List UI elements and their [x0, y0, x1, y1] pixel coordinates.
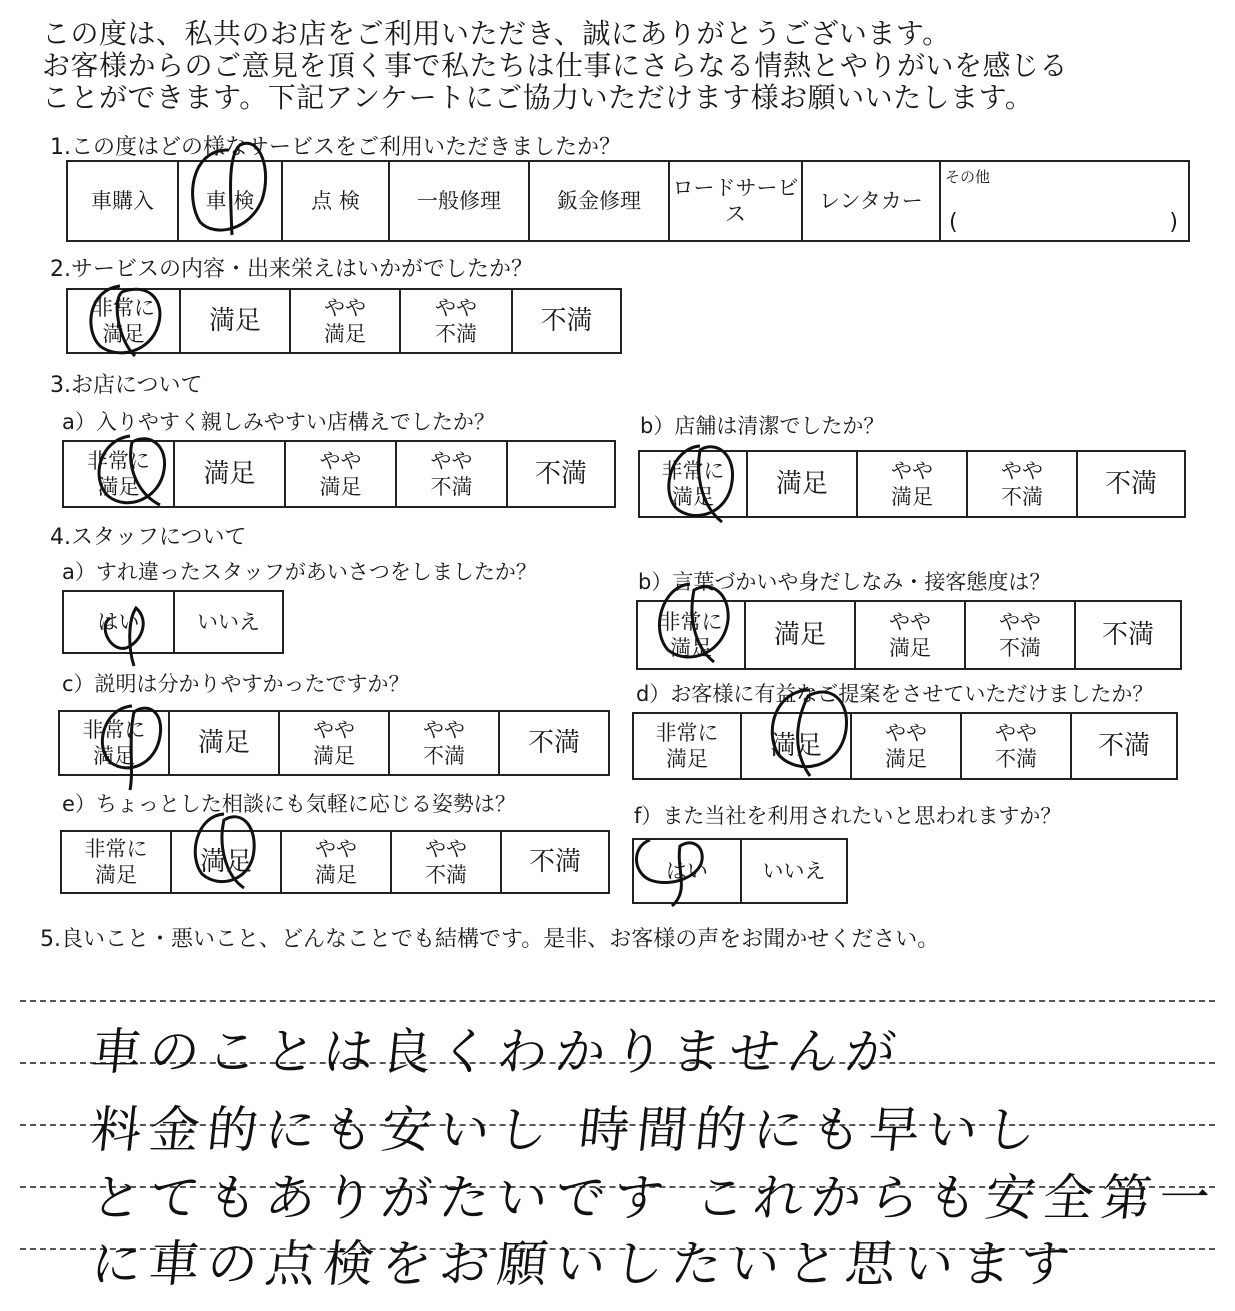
q4d-title: d）お客様に有益なご提案をさせていただけましたか？: [636, 682, 1154, 706]
q4a-option-yes[interactable]: はい: [64, 592, 175, 652]
q4b-option-somewhat-dissatisfied[interactable]: やや 不満: [966, 602, 1076, 668]
q4f-option-yes[interactable]: はい: [634, 840, 742, 902]
q4f-option-no[interactable]: いいえ: [762, 859, 826, 883]
q1-option-rental-car[interactable]: レンタカー: [803, 162, 941, 240]
q4e-options-table: [60, 830, 610, 894]
q4b-option-dissatisfied[interactable]: 不満: [1101, 620, 1154, 650]
q3a-option-dissatisfied[interactable]: 不満: [534, 459, 587, 489]
q3a-option-very-satisfied[interactable]: 非常に 満足: [64, 442, 175, 506]
intro-text: [42, 18, 1222, 114]
q2-option-somewhat-dissatisfied[interactable]: やや 不満: [401, 290, 513, 352]
q3b-option-satisfied[interactable]: 満足: [748, 452, 858, 516]
q3a-title: a）入りやすく親しみやすい店構えでしたか？: [62, 410, 495, 434]
q4b-option-satisfied[interactable]: 満足: [746, 602, 856, 668]
q3b-title: b）店舗は清潔でしたか？: [640, 414, 885, 438]
q4c-option-very-satisfied[interactable]: 非常に 満足: [60, 712, 170, 774]
q3a-options-table: [62, 440, 616, 508]
q1-option-inspection[interactable]: 点 検: [283, 162, 390, 240]
q3b-option-somewhat-satisfied[interactable]: やや 満足: [858, 452, 968, 516]
intro-line-2: お客様からのご意見を頂く事で私たちは仕事にさらなる情熱とやりがいを感じる: [42, 49, 1069, 82]
q4d-option-somewhat-dissatisfied[interactable]: やや 不満: [962, 714, 1072, 778]
q1-option-shaken[interactable]: 車 検: [179, 162, 283, 240]
q3a-option-satisfied[interactable]: 満足: [175, 442, 286, 506]
handwritten-line-1: 車のことは良くわかりませんが: [88, 1023, 907, 1081]
q1-options-table: [66, 160, 1190, 242]
q4c-option-somewhat-satisfied[interactable]: やや 満足: [280, 712, 390, 774]
q1-option-body-repair[interactable]: 鈑金修理: [530, 162, 670, 240]
q1-other-paren-close: ): [1169, 210, 1178, 235]
q4d-option-dissatisfied[interactable]: 不満: [1097, 731, 1150, 761]
q1-other-paren-open: (: [949, 210, 958, 235]
q4a-options-table: [62, 590, 284, 654]
q3b-option-very-satisfied[interactable]: 非常に 満足: [640, 452, 748, 516]
q3a-option-somewhat-satisfied[interactable]: やや 満足: [286, 442, 397, 506]
q4e-option-somewhat-satisfied[interactable]: やや 満足: [282, 832, 392, 892]
q5-title: 5.良いこと・悪いこと、どんなことでも結構です。是非、お客様の声をお聞かせください。: [40, 927, 940, 952]
q4e-title: e）ちょっとした相談にも気軽に応じる姿勢は？: [62, 792, 516, 816]
q1-other-label: その他: [945, 168, 991, 186]
q2-option-somewhat-satisfied[interactable]: やや 満足: [291, 290, 401, 352]
q4f-options-table: [632, 838, 848, 904]
handwritten-line-2: 料金的にも安いし 時間的にも早いし: [88, 1101, 1047, 1159]
q4d-option-very-satisfied[interactable]: 非常に 満足: [634, 714, 742, 778]
q4f-title: f）また当社を利用されたいと思われますか？: [634, 804, 1062, 828]
q3a-option-somewhat-dissatisfied[interactable]: やや 不満: [397, 442, 508, 506]
q4a-title: a）すれ違ったスタッフがあいさつをしましたか？: [62, 560, 537, 584]
q2-options-table: [66, 288, 622, 354]
q1-option-road-service[interactable]: ロードサービス: [670, 162, 803, 240]
q4b-option-somewhat-satisfied[interactable]: やや 満足: [856, 602, 966, 668]
q3b-option-dissatisfied[interactable]: 不満: [1104, 469, 1157, 499]
q1-title: 1.この度はどの様なサービスをご利用いただきましたか？: [50, 135, 621, 160]
q4d-option-satisfied[interactable]: 満足: [742, 714, 852, 778]
q4b-option-very-satisfied[interactable]: 非常に 満足: [638, 602, 746, 668]
q4e-option-somewhat-dissatisfied[interactable]: やや 不満: [392, 832, 502, 892]
q2-title: 2.サービスの内容・出来栄えはいかがでしたか？: [50, 257, 533, 282]
q4b-options-table: [636, 600, 1182, 670]
q1-option-other[interactable]: [941, 162, 1188, 240]
handwritten-line-4: に車の点検をお願いしたいと思います: [88, 1235, 1081, 1293]
intro-line-1: この度は、私共のお店をご利用いただき、誠にありがとうございます。: [42, 17, 951, 50]
q2-option-satisfied[interactable]: 満足: [181, 290, 291, 352]
ruled-line: [20, 1000, 1215, 1002]
handwritten-line-3: とてもありがたいです これからも安全第一: [88, 1169, 1221, 1227]
q1-option-general-repair[interactable]: 一般修理: [390, 162, 530, 240]
q2-option-very-satisfied[interactable]: 非常に 満足: [68, 290, 181, 352]
q1-option-car-purchase[interactable]: 車購入: [68, 162, 179, 240]
intro-line-3: ことができます。下記アンケートにご協力いただけます様お願いいたします。: [42, 81, 1034, 114]
q4c-option-dissatisfied[interactable]: 不満: [527, 728, 580, 758]
q2-option-dissatisfied[interactable]: 不満: [540, 306, 593, 336]
q4a-option-no[interactable]: いいえ: [197, 610, 260, 634]
q4b-title: b）言葉づかいや身だしなみ・接客態度は？: [638, 570, 1051, 594]
q4d-option-somewhat-satisfied[interactable]: やや 満足: [852, 714, 962, 778]
q3-title: 3.お店について: [50, 373, 203, 398]
q4c-option-satisfied[interactable]: 満足: [170, 712, 280, 774]
q3b-options-table: [638, 450, 1186, 518]
q4c-option-somewhat-dissatisfied[interactable]: やや 不満: [390, 712, 500, 774]
q4c-options-table: [58, 710, 610, 776]
q4e-option-satisfied[interactable]: 満足: [172, 832, 282, 892]
q4c-title: c）説明は分かりやすかったですか？: [62, 672, 410, 696]
q4e-option-very-satisfied[interactable]: 非常に 満足: [62, 832, 172, 892]
q3b-option-somewhat-dissatisfied[interactable]: やや 不満: [968, 452, 1078, 516]
q4-title: 4.スタッフについて: [50, 525, 247, 550]
q4e-option-dissatisfied[interactable]: 不満: [528, 847, 581, 877]
q4d-options-table: [632, 712, 1178, 780]
